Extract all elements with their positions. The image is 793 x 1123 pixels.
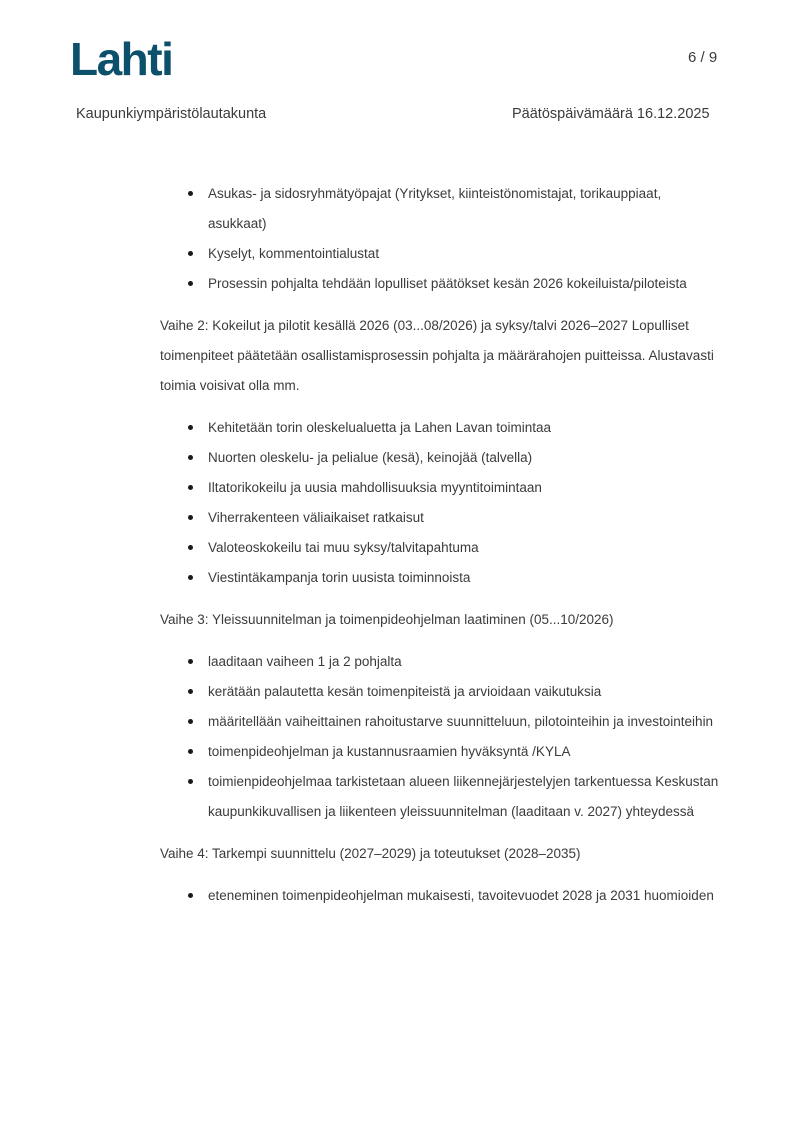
document-body [160,179,720,923]
list-item: Asukas- ja sidosryhmätyöpajat (Yritykset, kiinteistönomistajat, torikauppiaat, asukkaat) [160,179,720,239]
phase-2-paragraph: Vaihe 2: Kokeilut ja pilotit kesällä 2026 (03...08/2026) ja syksy/talvi 2026–2027 Lopulliset toimenpiteet päätetään osallistamisprosessin pohjalta ja määrärahojen puitteissa. Alustavasti toimia voisivat olla mm. [160,318,714,393]
list-item: eteneminen toimenpideohjelman mukaisesti, tavoitevuodet 2028 ja 2031 huomioiden [160,881,720,911]
list-item: Prosessin pohjalta tehdään lopulliset päätökset kesän 2026 kokeiluista/piloteista [160,269,720,299]
bullet-list-implementation [160,881,720,911]
bullet-list-participation [160,179,720,299]
decision-date: Päätöspäivämäärä 16.12.2025 [512,106,710,122]
list-item: Kehitetään torin oleskelualuetta ja Lahen Lavan toimintaa [160,413,720,443]
list-item: Viestintäkampanja torin uusista toiminnoista [160,563,720,593]
bullet-list-pilots [160,413,720,593]
committee-name: Kaupunkiympäristölautakunta [76,106,267,122]
list-item: Iltatorikokeilu ja uusia mahdollisuuksia myyntitoimintaan [160,473,720,503]
phase-4-heading: Vaihe 4: Tarkempi suunnittelu (2027–2029) ja toteutukset (2028–2035) [160,846,581,861]
list-item: toimienpideohjelmaa tarkistetaan alueen liikennejärjestelyjen tarkentuessa Keskustan kaupunkikuvallisen ja liikenteen yleissuunnitelman (laaditaan v. 2027) yhteydessä [160,767,720,827]
list-item: Kyselyt, kommentointialustat [160,239,720,269]
list-item: Valoteoskokeilu tai muu syksy/talvitapahtuma [160,533,720,563]
list-item: kerätään palautetta kesän toimenpiteistä ja arvioidaan vaikutuksia [160,677,720,707]
list-item: Nuorten oleskelu- ja pelialue (kesä), keinojää (talvella) [160,443,720,473]
bullet-list-masterplan [160,647,720,827]
list-item: Viherrakenteen väliaikaiset ratkaisut [160,503,720,533]
page-number: 6 / 9 [688,49,718,66]
lahti-logo: Lahti [70,33,173,85]
list-item: määritellään vaiheittainen rahoitustarve suunnitteluun, pilotointeihin ja investointeihin [160,707,720,737]
phase-3-heading: Vaihe 3: Yleissuunnitelman ja toimenpideohjelman laatiminen (05...10/2026) [160,612,614,627]
list-item: toimenpideohjelman ja kustannusraamien hyväksyntä /KYLA [160,737,720,767]
list-item: laaditaan vaiheen 1 ja 2 pohjalta [160,647,720,677]
